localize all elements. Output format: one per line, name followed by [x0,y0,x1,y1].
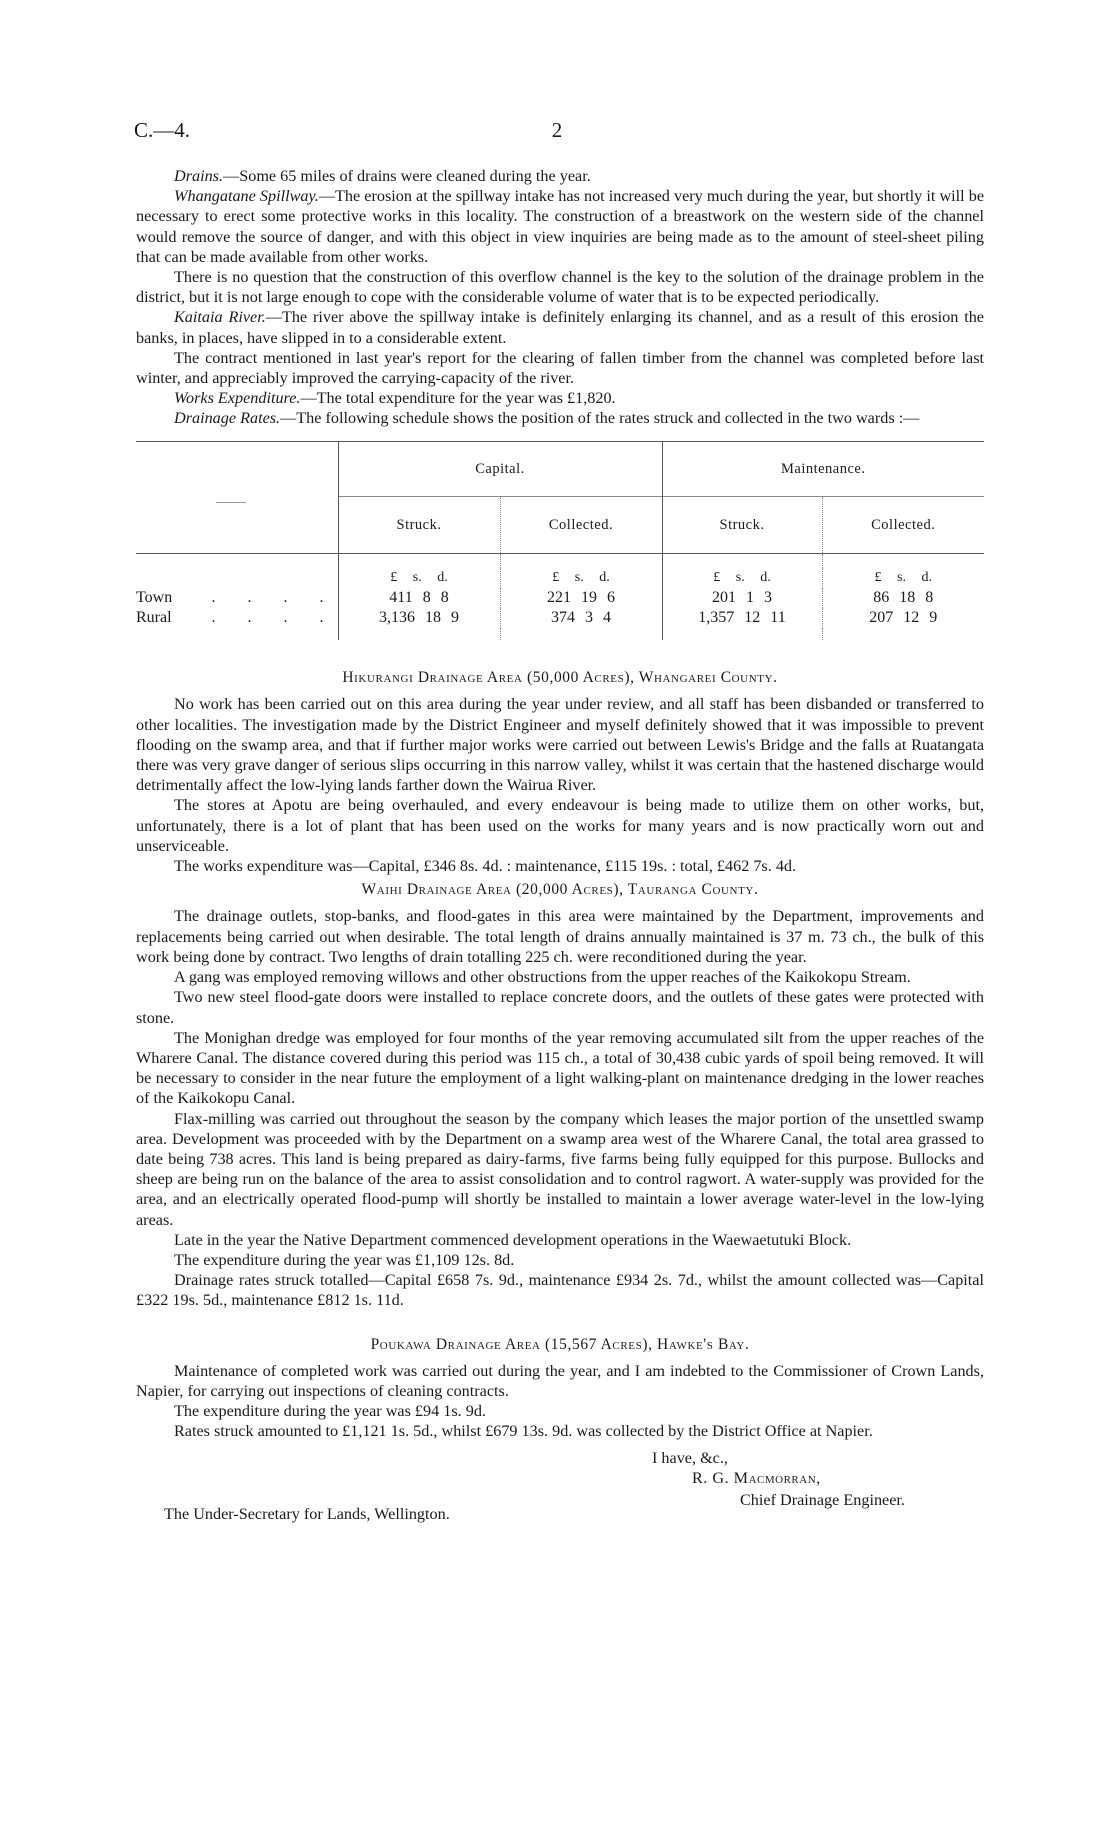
closing-block [136,1448,984,1540]
works-text: —The total expenditure for the year was £1,820. [300,389,616,408]
mnt-collected-cell: 86 18 8 [822,588,984,608]
paragraph-kaitaia [136,307,984,347]
waihi-paragraph-5: Flax-milling was carried out throughout the season by the company which leases the major portion of the unsettled swamp area. Development was proceeded with by the Department on a swamp area west of the Wharere Canal, the total area grassed to date being 738 acres. This land is being prepared as dairy-farms, five farms being fully equipped for this purpose. Bullocks and sheep are being run on the balance of the area to assist consolidation and to control ragwort. A water-supply was provided for the area, and an electrically operated flood-pump will shortly be installed to maintain a lower average water-level in the low-lying areas. [136,1109,984,1229]
table-corner [136,442,338,554]
signatory-title: Chief Drainage Engineer. [740,1490,905,1509]
units-maintenance-struck: £ s. d. [662,568,822,588]
waihi-paragraph-7: The expenditure during the year was £1,109 12s. 8d. [174,1250,515,1269]
kaitaia-label: Kaitaia River. [174,308,266,327]
waihi-paragraph-3: Two new steel flood-gate doors were installed to replace concrete doors, and the outlets of these gates were protected with stone. [136,988,984,1027]
ward-label: Rural [136,609,172,627]
mnt-struck-cell: 201 1 3 [662,588,822,608]
page-body [136,166,984,1540]
closing-greeting: I have, &c., [652,1448,728,1467]
poukawa-paragraph-1: Maintenance of completed work was carried out during the year, and I am indebted to the Commissioner of Crown Lands, Napier, for carrying out inspections of cleaning contracts. [136,1361,984,1400]
paragraph-drainage-rates [136,408,984,428]
units-maintenance-collected: £ s. d. [822,568,984,588]
cap-struck-cell: 411 8 8 [338,588,500,608]
units-capital-struck: £ s. d. [338,568,500,588]
page-number: 2 [551,118,563,142]
mnt-struck-cell: 1,357 12 11 [662,608,822,628]
paragraph-drains [136,166,984,186]
col-header-maintenance-struck: Struck. [662,496,822,553]
cap-struck-cell: 3,136 18 9 [338,608,500,628]
spillway-label: Whangatane Spillway. [174,187,319,206]
works-label: Works Expenditure. [174,389,301,408]
paragraph-contract: The contract mentioned in last year's report for the clearing of fallen timber from the channel was completed before last winter, and appreciably improved the carrying-capacity of the river. [136,348,984,388]
group-header-maintenance: Maintenance. [662,442,984,497]
paragraph-overflow: There is no question that the construction of this overflow channel is the key to the solution of the drainage problem in the district, but it is not large enough to cope with the considerable volume of water that is to be expected periodically. [136,268,984,307]
rates-table [136,441,984,641]
page-header [134,118,980,148]
waihi-paragraph-1: The drainage outlets, stop-banks, and flood-gates in this area were maintained by the Department, improvements and replacements being carried out when desirable. The total length of drains annually maintained is 37 m. 73 ch., the bulk of this work being done by contract. Two lengths of drain totalling 225 ch. were reconditioned during the year. [136,907,984,966]
hikurangi-paragraph-3: The works expenditure was—Capital, £346 8s. 4d. : maintenance, £115 19s. : total, £462 7s. 4d. [174,857,797,876]
group-header-capital: Capital. [338,442,662,497]
waihi-paragraph-6: Late in the year the Native Department commenced development operations in the Waewaetutuki Block. [174,1230,852,1249]
rates-text: —The following schedule shows the position of the rates struck and collected in the two wards :— [280,409,920,428]
ward-label: Town [136,588,173,606]
leader-dots: . . . . [211,609,338,627]
table-row [136,608,984,628]
section-heading-hikurangi: Hikurangi Drainage Area (50,000 Acres), Whangarei County. [342,669,778,687]
ward-cell [136,608,338,628]
col-header-capital-struck: Struck. [338,496,500,553]
section-heading-waihi: Waihi Drainage Area (20,000 Acres), Tauranga County. [361,881,759,899]
section-heading-poukawa: Poukawa Drainage Area (15,567 Acres), Hawke's Bay. [370,1335,750,1353]
paragraph-works-expenditure [136,388,984,408]
hikurangi-paragraph-1: No work has been carried out on this area during the year under review, and all staff has been disbanded or transferred to other localities. The investigation made by the District Engineer and myself definitely showed that it was impossible to prevent flooding on the swamp area, and that if further major works were carried out between Lewis's Bridge and the falls at Ruatangata there was very grave danger of serious slips occurring in this narrow valley, whilst it was certain that the hastened discharge would detrimentally affect the low-lying lands farther down the Wairua River. [136,695,984,795]
kaitaia-text: —The river above the spillway intake is definitely enlarging its channel, and as a result of this erosion the banks, in places, have slipped in to a considerable extent. [136,308,984,347]
waihi-paragraph-2: A gang was employed removing willows and other obstructions from the upper reaches of the Kaikokopu Stream. [174,968,911,987]
mnt-collected-cell: 207 12 9 [822,608,984,628]
signatory-name [692,1468,821,1488]
signatory-name-text: R. G. Macmorran, [692,1468,821,1487]
spillway-text: —The erosion at the spillway intake has not increased very much during the year, but shortly it will be necessary to erect some protective works in this locality. The construction of a breastwork on the western side of the channel would remove the source of danger, and with this object in view inquiries are being made as to the amount of steel-sheet piling that can be made available from other works. [136,187,985,266]
ward-cell [136,588,338,608]
col-header-maintenance-collected: Collected. [822,496,984,553]
paragraph-spillway [136,186,984,267]
cap-collected-cell: 221 19 6 [500,588,662,608]
drains-text: —Some 65 miles of drains were cleaned during the year. [223,167,591,185]
waihi-paragraph-8: Drainage rates struck totalled—Capital £658 7s. 9d., maintenance £934 2s. 7d., whilst the amount collected was—Capital £322 19s. 5d., maintenance £812 1s. 11d. [136,1271,984,1310]
cap-collected-cell: 374 3 4 [500,608,662,628]
units-capital-collected: £ s. d. [500,568,662,588]
addressee: The Under-Secretary for Lands, Wellington. [164,1504,450,1523]
poukawa-paragraph-3: Rates struck amounted to £1,121 1s. 5d., whilst £679 13s. 9d. was collected by the District Office at Napier. [174,1422,873,1441]
leader-dots: . . . . [211,588,338,606]
col-header-capital-collected: Collected. [500,496,662,553]
poukawa-paragraph-2: The expenditure during the year was £94 1s. 9d. [174,1402,486,1421]
rates-label: Drainage Rates. [174,409,281,428]
document-code: C.—4. [134,118,191,142]
drains-label: Drains. [174,167,224,185]
hikurangi-paragraph-2: The stores at Apotu are being overhauled, and every endeavour is being made to utilize them on other works, but, unfortunately, there is a lot of plant that has been used on the works for many years and is now practically worn out and unserviceable. [136,796,984,855]
waihi-paragraph-4: The Monighan dredge was employed for four months of the year removing accumulated silt from the upper reaches of the Wharere Canal. The distance covered during this period was 115 ch., a total of 30,438 cubic yards of spoil being removed. It will be necessary to consider in the near future the employment of a light walking-plant on maintenance dredging in the lower reaches of the Kaikokopu Canal. [136,1028,984,1108]
table-row [136,588,984,608]
